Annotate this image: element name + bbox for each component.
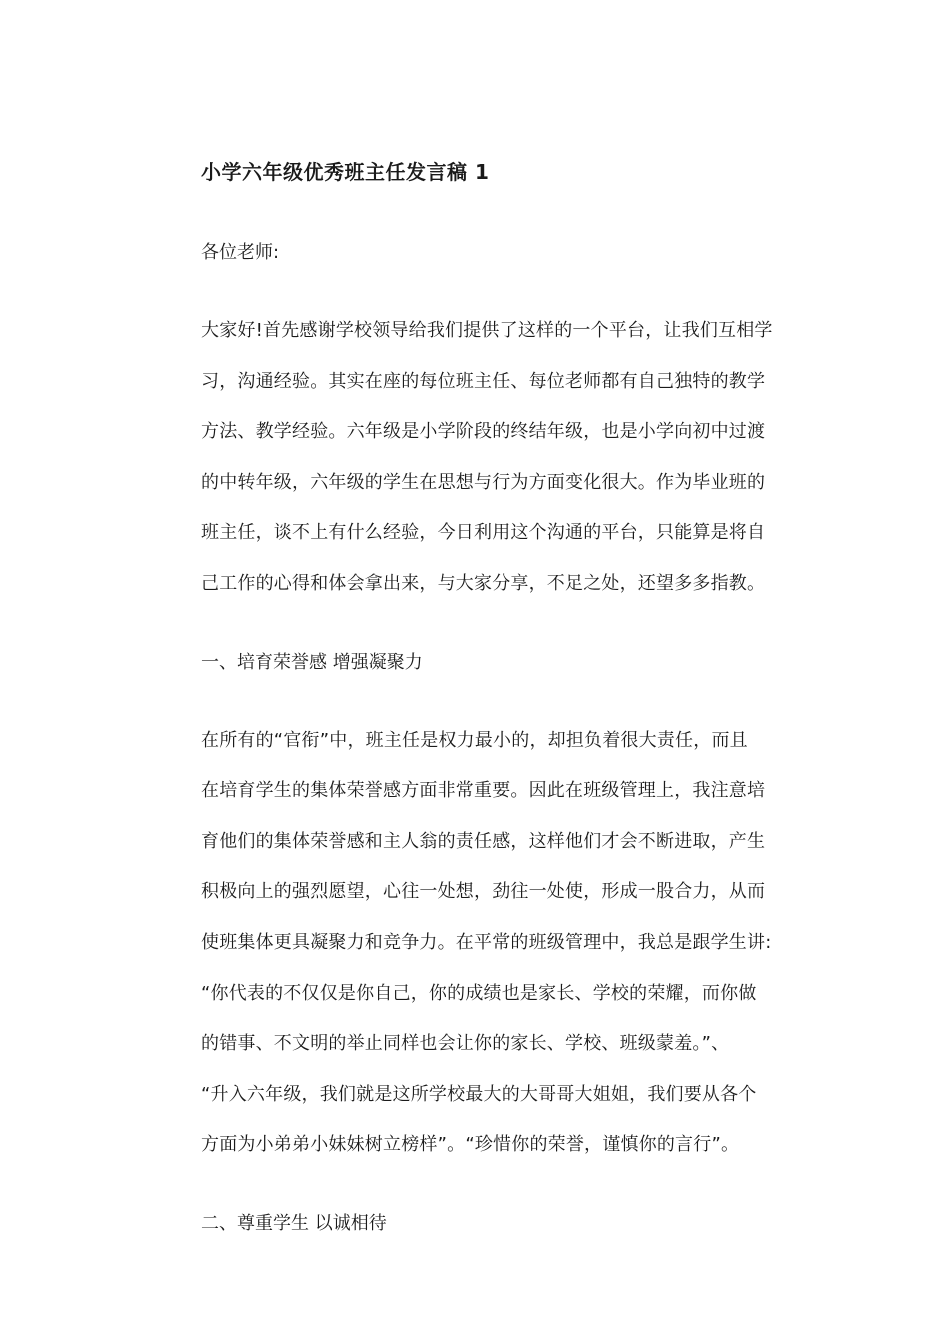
- paragraph-line: 的中转年级，六年级的学生在思想与行为方面变化很大。作为毕业班的: [201, 471, 766, 493]
- paragraph-line: 习，沟通经验。其实在座的每位班主任、每位老师都有自己独特的教学: [201, 370, 766, 392]
- paragraph-line: 大家好!首先感谢学校领导给我们提供了这样的一个平台，让我们互相学: [201, 320, 773, 341]
- paragraph-line: “你代表的不仅仅是你自己，你的成绩也是家长、学校的荣耀，而你做: [201, 982, 757, 1004]
- paragraph-line: 方面为小弟弟小妹妹树立榜样”。“珍惜你的荣誉，谨慎你的言行”。: [201, 1134, 740, 1156]
- section-heading-2: 二、尊重学生 以诚相待: [201, 1212, 387, 1234]
- paragraph-line: 方法、教学经验。六年级是小学阶段的终结年级，也是小学向初中过渡: [201, 421, 766, 443]
- greeting: 各位老师:: [201, 242, 280, 263]
- section-heading-1: 一、培育荣誉感 增强凝聚力: [201, 651, 423, 673]
- paragraph-line: 的错事、不文明的举止同样也会让你的家长、学校、班级蒙羞。”、: [201, 1033, 730, 1055]
- paragraph-line: 育他们的集体荣誉感和主人翁的责任感，这样他们才会不断进取，产生: [201, 830, 766, 852]
- paragraph-line: 在所有的“官衔”中，班主任是权力最小的，却担负着很大责任，而且: [201, 729, 748, 751]
- paragraph-line: 在培育学生的集体荣誉感方面非常重要。因此在班级管理上，我注意培: [201, 780, 766, 802]
- paragraph-line: 使班集体更具凝聚力和竞争力。在平常的班级管理中，我总是跟学生讲:: [201, 931, 772, 953]
- paragraph-honor: [201, 716, 811, 1171]
- document-page: [201, 150, 811, 1277]
- paragraph-intro: [201, 306, 811, 610]
- paragraph-line: 己工作的心得和体会拿出来，与大家分享，不足之处，还望多多指教。: [201, 572, 766, 594]
- paragraph-line: “升入六年级，我们就是这所学校最大的大哥哥大姐姐，我们要从各个: [201, 1083, 757, 1105]
- paragraph-line: 班主任，谈不上有什么经验，今日利用这个沟通的平台，只能算是将自: [201, 522, 766, 544]
- document-title: 小学六年级优秀班主任发言稿 1: [201, 160, 490, 184]
- paragraph-line: 积极向上的强烈愿望，心往一处想，劲往一处使，形成一股合力，从而: [201, 881, 766, 903]
